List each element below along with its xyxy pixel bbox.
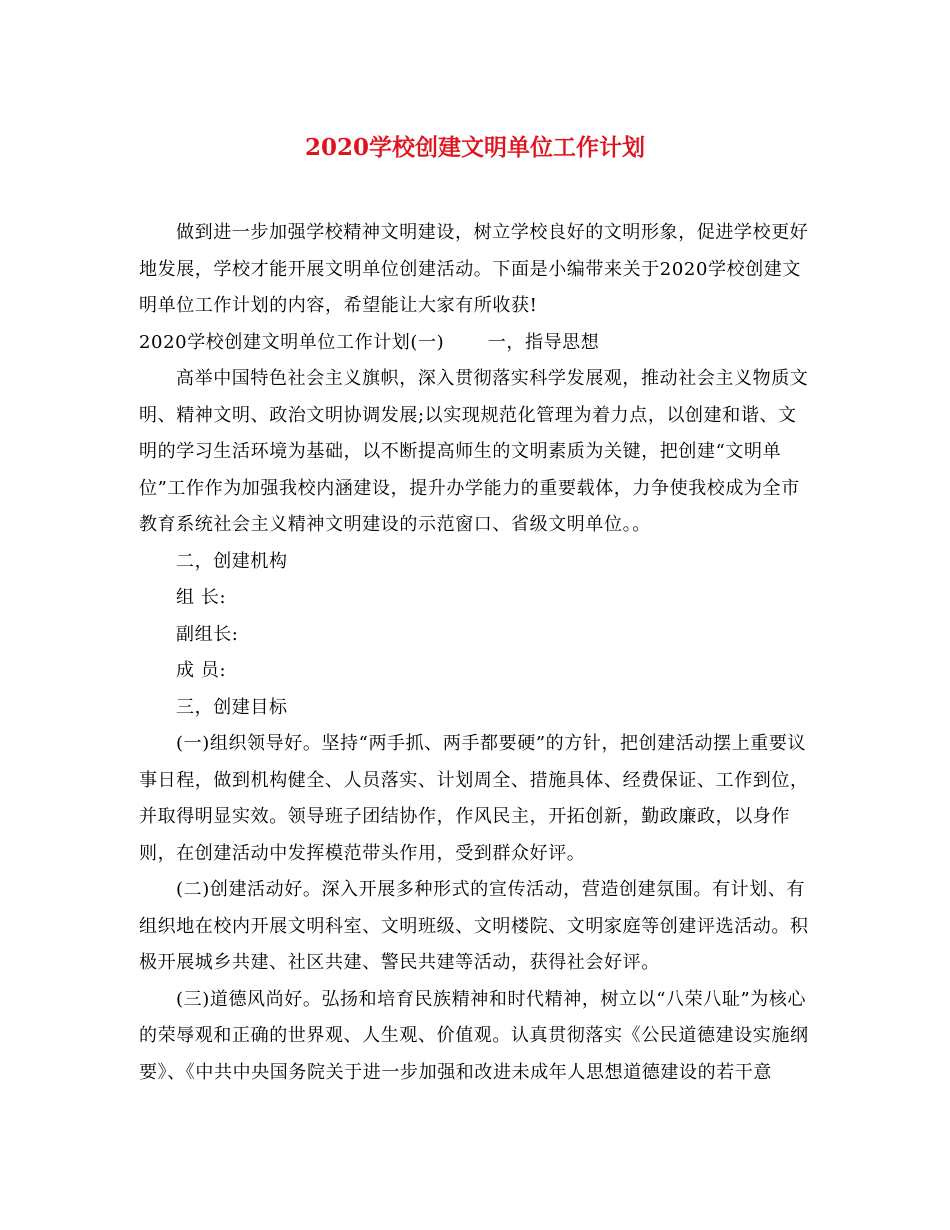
paragraph-line: 高举中国特色社会主义旗帜，深入贯彻落实科学发展观，推动社会主义物质文 [176, 368, 809, 389]
paragraph-line: 成 员: [176, 660, 227, 681]
paragraph-line: 则，在创建活动中发挥模范带头作用，受到群众好评。 [139, 842, 586, 864]
document-title: 2020学校创建文明单位工作计划 [304, 134, 645, 161]
paragraph-line: 极开展城乡共建、社区共建、警民共建等活动，获得社会好评。 [139, 952, 660, 973]
paragraph-line: 事日程，做到机构健全、人员落实、计划周全、措施具体、经费保证、工作到位， [139, 769, 809, 791]
paragraph-line: 组织地在校内开展文明科室、文明班级、文明楼院、文明家庭等创建评选活动。积 [139, 915, 809, 937]
paragraph-line: 明的学习生活环境为基础，以不断提高师生的文明素质为关键，把创建“文明单 [139, 441, 782, 462]
paragraph-line: (一)组织领导好。坚持“两手抓、两手都要硬”的方针，把创建活动摆上重要议 [176, 733, 807, 754]
paragraph-line: 做到进一步加强学校精神文明建设，树立学校良好的文明形象，促进学校更好 [176, 222, 809, 243]
paragraph-line: 明、精神文明、政治文明协调发展;以实现规范化管理为着力点，以创建和谐、文 [139, 404, 797, 426]
paragraph-line: (三)道德风尚好。弘扬和培育民族精神和时代精神，树立以“八荣八耻”为核心 [176, 988, 807, 1010]
paragraph-line: 地发展，学校才能开展文明单位创建活动。下面是小编带来关于2020学校创建文 [139, 258, 802, 280]
paragraph-line: 位”工作作为加强我校内涵建设，提升办学能力的重要载体，力争使我校成为全市 [139, 477, 800, 499]
paragraph-line: (二)创建活动好。深入开展多种形式的宣传活动，营造创建氛围。有计划、有 [176, 879, 806, 900]
document-body [139, 215, 819, 1091]
paragraph-line: 副组长: [176, 623, 239, 645]
paragraph-line: 组 长: [176, 587, 227, 608]
paragraph-line: 三，创建目标 [176, 696, 288, 718]
paragraph-line: 的荣辱观和正确的世界观、人生观、价值观。认真贯彻落实《公民道德建设实施纲 [139, 1025, 809, 1046]
paragraph-line: 2020学校创建文明单位工作计划(一) 一，指导思想 [139, 331, 600, 353]
paragraph-line: 教育系统社会主义精神文明建设的示范窗口、省级文明单位。。 [139, 514, 651, 535]
paragraph-line: 要》、《中共中央国务院关于进一步加强和改进未成年人思想道德建设的若干意 [139, 1061, 772, 1083]
paragraph-line: 明单位工作计划的内容，希望能让大家有所收获! [139, 295, 538, 316]
paragraph-line: 并取得明显实效。领导班子团结协作，作风民主，开拓创新，勤政廉政，以身作 [139, 806, 790, 827]
paragraph-line: 二，创建机构 [176, 550, 288, 572]
